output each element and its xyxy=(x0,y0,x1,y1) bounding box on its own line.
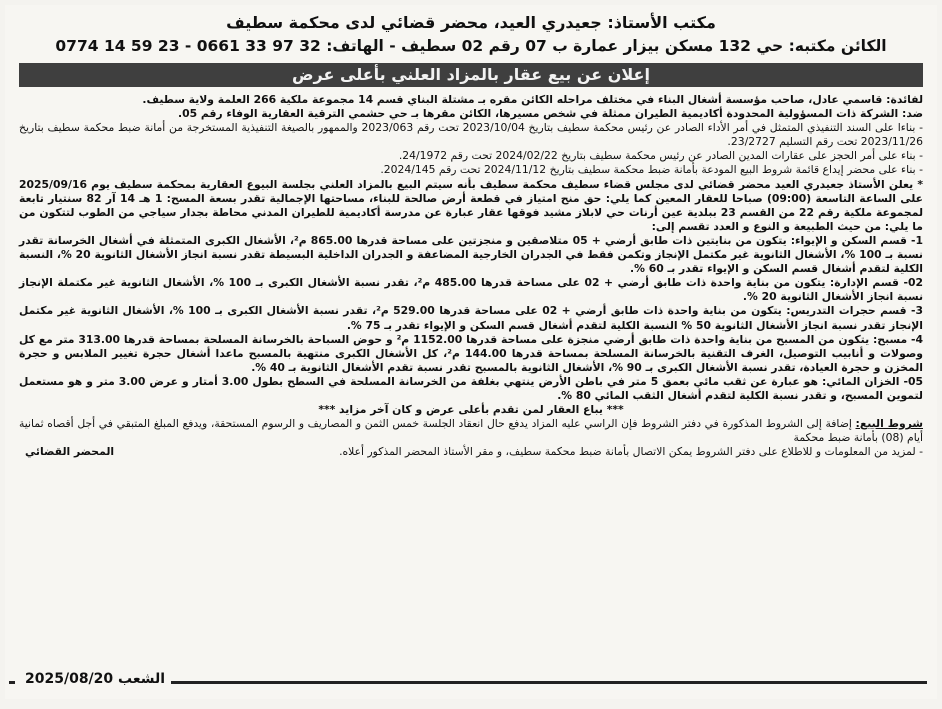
info-paragraph xyxy=(19,445,923,459)
sale-conditions-text: إضافة إلى الشروط المذكورة في دفتر الشروط فإن الراسي عليه المزاد يدفع حال انعقاد الجلسة خمس الثمن و المصاريف و الرسوم المستحقة، ويدفع المبلغ المتبقي في أجل أقصاه ثمانية أيام (08) بأمانة ضبط محكمة xyxy=(19,417,923,445)
sale-announcement-paragraph: * يعلن الأستاذ جعيدري العيد محضر قضائي لدى مجلس قضاء سطيف محكمة سطيف بأنه سيتم البيع بالمزاد العلني بجلسة البيوع العقارية بمحكمة سطيف يوم 2025/09/16 على الساعة التاسعة (09:00) صباحا للعقار المعين كما يلي: حق منح امتياز في قطعة أرض صالحة للبناء، مساحتها الإجمالية تقدر بسعة المسح: 1 هـ 14 آر 82 سنتيار تابعة لمجموعة ملكية رقم 22 من القسم 23 ببلدية عين أرنات حي لابلاز مشيد فوقها عقار عبارة عن مدرسة أكاديمية للطيران المدني محاطة بجدار سياجي من الطوب لتتكون من ما يلي: من حيث الطبيعة و النوع و العدد تقسم إلى: xyxy=(19,177,923,233)
housing-section-paragraph: 1- قسم السكن و الإيواء: يتكون من بنايتين ذات طابق أرضي + 05 متلاصقين و منجزتين على مساحة قدرها 865.00 م²، الأشغال الكبرى المتمثلة في أشغال الخرسانة تقدر نسبة بـ 100 %، الأشغال الثانوية غير مكتمل الإنجاز وتكمن فقط في الجدران الخارجية المضاعفة و الجدران الداخلية البسيطة تقدر نسبة انجاز الأشغال الثانوية 20 %، النسبة الكلية لتقدم أشغال قسم السكن و الإيواء تقدر بـ 60 %. xyxy=(19,233,923,276)
newspaper-clipping xyxy=(5,5,937,699)
footer-rule-end xyxy=(9,681,15,684)
deposit-paragraph: - بناء على محضر إيداع قائمة شروط البيع المودعة بأمانة ضبط محكمة سطيف بتاريخ 2024/11/12 تحت رقم 2024/145. xyxy=(380,163,923,177)
sale-conditions-label: شروط البيع: xyxy=(855,417,923,431)
highest-bid-note: *** يباع العقار لمن تقدم بأعلى عرض و كان آخر مزايد *** xyxy=(318,403,624,417)
footer xyxy=(5,671,937,691)
enforcement-paragraph: - بناءا على السند التنفيذي المتمثل في أمر الأداء الصادر عن رئيس محكمة سطيف بتاريخ 2023/10/04 تحت رقم 2023/063 والممهور بالصيغة التنفيذية المستخرجة من أمانة ضبط محكمة سطيف بتاريخ 2023/11/26 تحت رقم التسليم 23/2727. xyxy=(19,121,923,149)
pool-section-paragraph: 4- مسبح: يتكون من المسبح من بناية واحدة ذات طابق أرضي منجزة على مساحة قدرها 1152.00 م² و حوض السباحة بالخرسانة المسلحة بمساحة قدرها 313.00 متر مع كل وصولات و أنابيب التوصيل، الغرف التقنية بالخرسانة المسلحة بمساحة قدرها 144.00 م²، كل الأشغال الكبرى منتهية بالمسبح ماعدا أشغال حجرة تغيير الملابس و حجرة المخزن و حجرة العيادة، تقدر نسبة الأشغال الكبرى بـ 90 %، الأشغال الثانوية بالمسبح تقدر نسبة تقدم الأشغال الثانوية بـ 40 %. xyxy=(19,332,924,374)
bailiff-signature: المحضر القضائي xyxy=(25,445,115,459)
announcement-title: إعلان عن بيع عقار بالمزاد العلني بأعلى عرض xyxy=(19,63,923,87)
against-paragraph: ضد: الشركة ذات المسؤولية المحدودة أكاديمية الطيران ممثلة في شخص مسيرها، الكائن مقرها بـ حي حشمي الترقية العقارية الوفاء رقم 05. xyxy=(177,107,923,121)
classrooms-section-paragraph: 3- قسم حجرات التدريس: يتكون من بناية واحدة ذات طابق أرضي + 02 على مساحة قدرها 529.00 م²، تقدر نسبة الأشغال الكبرى بـ 100 %، الأشغال الثانوية غير مكتمل الإنجاز تقدر نسبة انجاز الأشغال الثانوية 50 % النسبة الكلية لتقدم أشغال قسم السكن و الإيواء تقدر بـ 75 %. xyxy=(19,304,923,332)
publication-source: الشعب 2025/08/20 xyxy=(19,671,171,687)
seizure-order-paragraph: - بناء على أمر الحجز على عقارات المدين الصادر عن رئيس محكمة سطيف بتاريخ 2024/02/22 تحت رقم 24/1972. xyxy=(398,149,923,163)
administration-section-paragraph: 02- قسم الإدارة: يتكون من بناية واحدة ذات طابق أرضي + 02 على مساحة قدرها 485.00 م²، تقدر نسبة الأشغال الكبرى بـ 100 %، الأشغال الثانوية غير مكتملة الإنجاز نسبة انجاز الأشغال الثانوية 20 %. xyxy=(19,276,923,304)
announcement-body xyxy=(5,93,937,459)
office-name: مكتب الأستاذ: جعيدري العيد، محضر قضائي لدى محكمة سطيف xyxy=(226,13,716,32)
beneficiary-paragraph: لفائدة: قاسمي عادل، صاحب مؤسسة أشغال البناء في مختلف مراحله الكائن مقره بـ مشتلة البناي قسم 14 مجموعة ملكية 266 العلمة ولاية سطيف. xyxy=(142,93,923,106)
footer-rule xyxy=(145,681,927,684)
water-tank-paragraph: 05- الخزان المائي: هو عبارة عن ثقب مائي بعمق 5 متر في باطن الأرض ينتهي بغلفة من الخرسانة المسلحة في السطح بطول 3.00 أمتار و عرض 3.00 متر و هو مستعمل لتموين المسبح، و تقدر نسبة الكلية لتقدم أشغال الثقب المائي 80 %. xyxy=(19,374,923,402)
office-address: الكائن مكتبه: حي 132 مسكن بيزار عمارة ب 07 رقم 02 سطيف - الهاتف: 32 97 33 0661 - 23 59 14 0774 xyxy=(55,37,887,55)
info-text: - لمزيد من المعلومات و للاطلاع على دفتر الشروط يمكن الاتصال بأمانة ضبط محكمة سطيف، و مقر الأستاذ المحضر المذكور أعلاه. xyxy=(339,445,923,459)
sale-conditions-paragraph xyxy=(19,417,923,445)
